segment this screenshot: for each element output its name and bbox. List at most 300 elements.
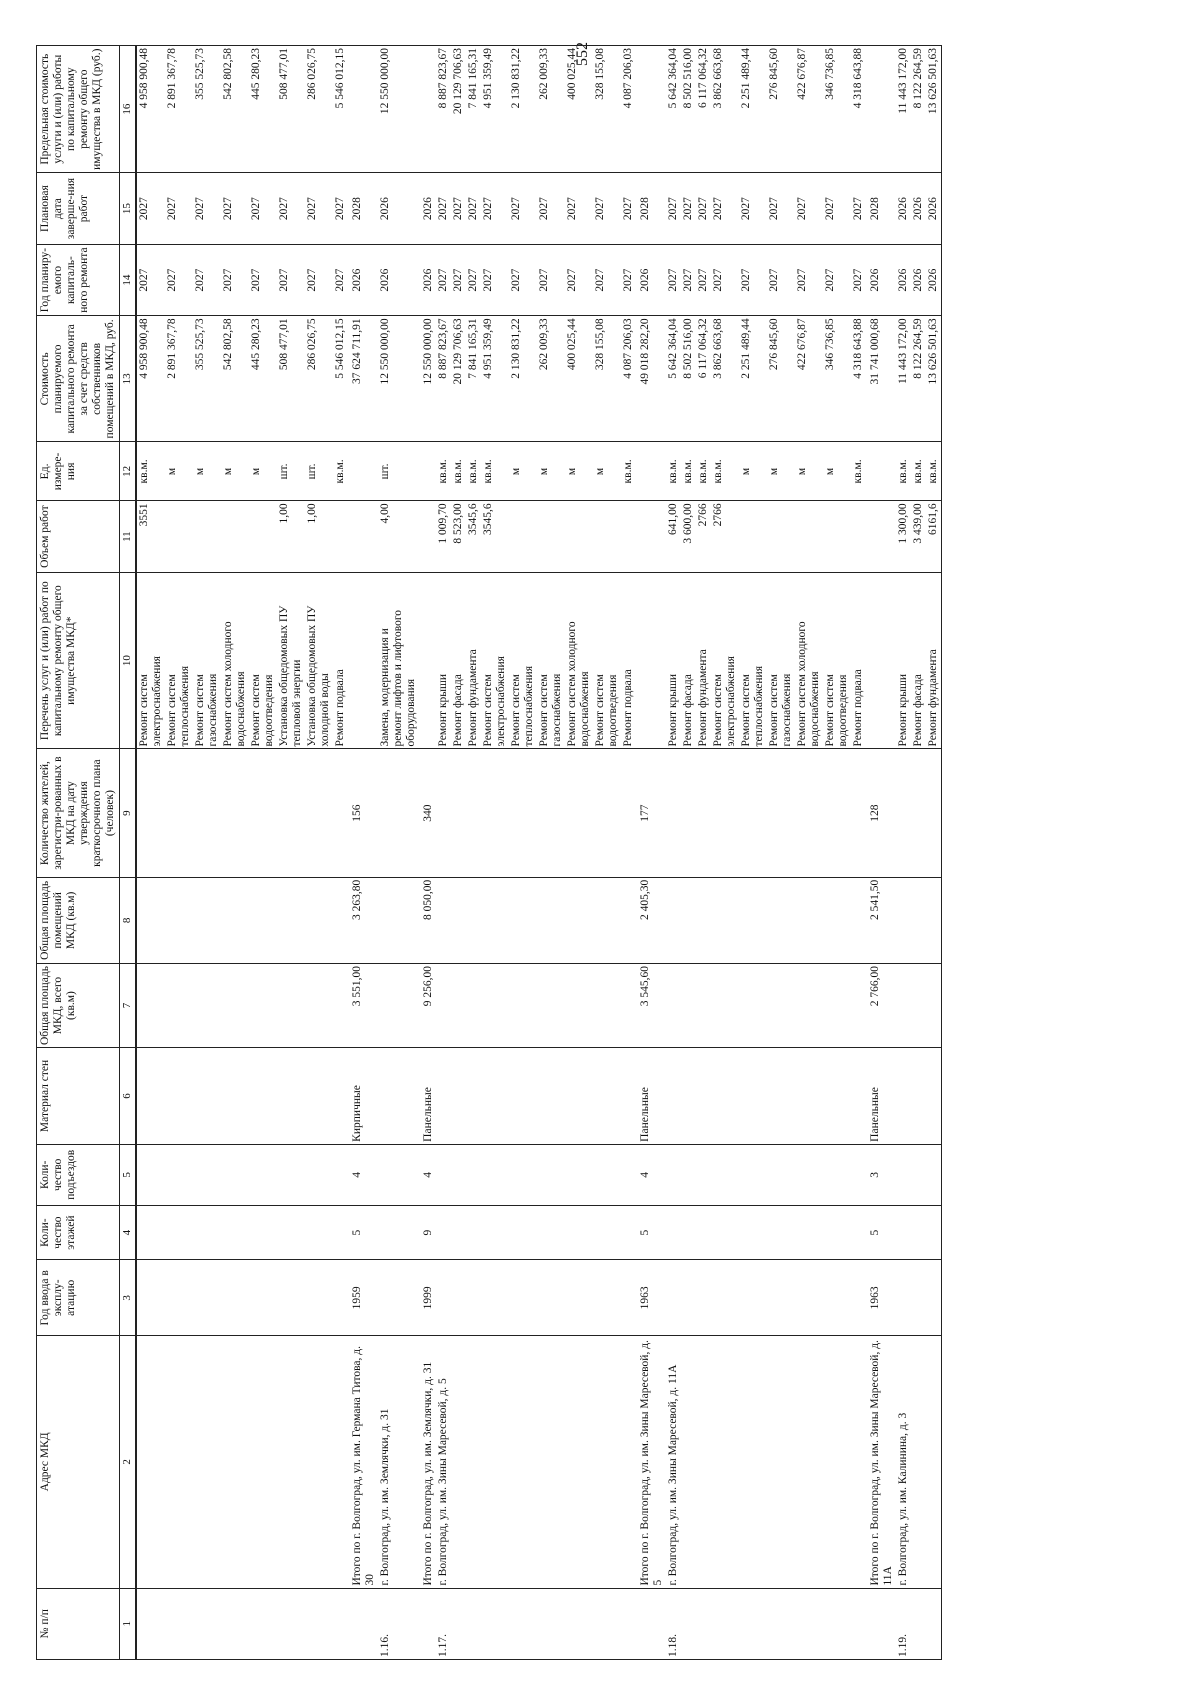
cell-unit: м: [593, 442, 621, 501]
table-row: [896, 46, 911, 1660]
cell-floors: 5: [636, 1205, 666, 1260]
cell-address: Итого по г. Волгоград, ул. им. Землячки, д. 31: [419, 1336, 436, 1588]
cell-total-area: [896, 963, 911, 1047]
cell-repair-year: 2027: [696, 244, 711, 315]
cell-wall-material: [739, 1048, 767, 1145]
table-row: [911, 46, 926, 1660]
cell-year-built: [739, 1260, 767, 1336]
cell-address: [795, 1336, 823, 1588]
cell-entrances: [767, 1144, 795, 1205]
cell-entrances: [277, 1144, 305, 1205]
header-cell: Год планиру-емого капиталь-ного ремонта: [37, 244, 120, 315]
table-row: [636, 46, 666, 1660]
cell-year-built: [466, 1260, 481, 1336]
cell-entrances: 4: [348, 1144, 378, 1205]
cell-completion-year: 2027: [593, 173, 621, 244]
cell-entrances: [795, 1144, 823, 1205]
cell-unit: [348, 442, 378, 501]
cell-total-area: 3 551,00: [348, 963, 378, 1047]
cell-floors: 5: [348, 1205, 378, 1260]
cell-residents: [926, 749, 942, 877]
cell-row-number: [221, 1588, 249, 1659]
cell-residents: [466, 749, 481, 877]
cell-address: [481, 1336, 509, 1588]
cell-year-built: [851, 1260, 866, 1336]
header-cell: Коли-чество этажей: [37, 1205, 120, 1260]
cell-cost: 542 802,58: [221, 316, 249, 442]
cell-entrances: [666, 1144, 681, 1205]
cell-work-type: Ремонт фасада: [911, 572, 926, 749]
cell-floors: [165, 1205, 193, 1260]
cell-row-number: 1.18.: [666, 1588, 681, 1659]
cell-cost: 2 891 367,78: [165, 316, 193, 442]
table-row: [926, 46, 942, 1660]
cell-residents: [221, 749, 249, 877]
cell-premises-area: [537, 877, 565, 963]
cell-row-number: [451, 1588, 466, 1659]
cell-completion-year: 2027: [681, 173, 696, 244]
cell-entrances: [451, 1144, 466, 1205]
cell-unit: кв.м.: [451, 442, 466, 501]
cell-premises-area: 8 050,00: [419, 877, 436, 963]
cell-total-area: [451, 963, 466, 1047]
cell-unit: м: [165, 442, 193, 501]
cell-cost: 12 550 000,00: [419, 316, 436, 442]
cell-row-number: [621, 1588, 636, 1659]
cell-work-type: Ремонт крыши: [896, 572, 911, 749]
cell-year-built: [767, 1260, 795, 1336]
cell-entrances: [466, 1144, 481, 1205]
cell-cost: 11 443 172,00: [896, 316, 911, 442]
cell-cost: 2 251 489,44: [739, 316, 767, 442]
cell-work-type: Ремонт фундамента: [696, 572, 711, 749]
cell-premises-area: [851, 877, 866, 963]
cell-floors: [739, 1205, 767, 1260]
cell-address: [221, 1336, 249, 1588]
cell-year-built: [378, 1260, 419, 1336]
cell-year-built: [537, 1260, 565, 1336]
cell-row-number: [466, 1588, 481, 1659]
cell-wall-material: [593, 1048, 621, 1145]
cell-cost: 5 546 012,15: [333, 316, 348, 442]
cell-completion-year: 2028: [636, 173, 666, 244]
cell-wall-material: [926, 1048, 942, 1145]
cell-work-volume: [333, 501, 348, 572]
cell-residents: [136, 749, 165, 877]
cell-total-area: [593, 963, 621, 1047]
cell-work-type: Ремонт крыши: [436, 572, 451, 749]
cell-premises-area: [621, 877, 636, 963]
cell-row-number: [348, 1588, 378, 1659]
cell-max-cost: 2 891 367,78: [165, 46, 193, 173]
cell-wall-material: [378, 1048, 419, 1145]
column-number: 3: [120, 1260, 137, 1336]
cell-wall-material: [249, 1048, 277, 1145]
cell-work-volume: 3 439,00: [911, 501, 926, 572]
cell-wall-material: [481, 1048, 509, 1145]
cell-cost: 346 736,85: [823, 316, 851, 442]
cell-repair-year: 2027: [565, 244, 593, 315]
cell-cost: 8 887 823,67: [436, 316, 451, 442]
cell-floors: [305, 1205, 333, 1260]
cell-residents: 128: [866, 749, 896, 877]
cell-address: [451, 1336, 466, 1588]
cell-unit: кв.м.: [666, 442, 681, 501]
cell-completion-year: 2026: [419, 173, 436, 244]
cell-year-built: [696, 1260, 711, 1336]
cell-work-type: Ремонт систем электроснабжения: [711, 572, 739, 749]
cell-wall-material: [436, 1048, 451, 1145]
cell-total-area: [767, 963, 795, 1047]
cell-max-cost: 262 009,33: [537, 46, 565, 173]
cell-entrances: [739, 1144, 767, 1205]
cell-repair-year: 2027: [249, 244, 277, 315]
cell-year-built: [221, 1260, 249, 1336]
cell-max-cost: 4 951 359,49: [481, 46, 509, 173]
cell-wall-material: [466, 1048, 481, 1145]
table-row: [565, 46, 593, 1660]
cell-address: [823, 1336, 851, 1588]
column-number: 16: [120, 46, 137, 173]
cell-residents: [767, 749, 795, 877]
cell-year-built: [621, 1260, 636, 1336]
cell-cost: 422 676,87: [795, 316, 823, 442]
cell-work-volume: [593, 501, 621, 572]
cell-year-built: [593, 1260, 621, 1336]
cell-completion-year: 2027: [136, 173, 165, 244]
cell-repair-year: 2027: [136, 244, 165, 315]
cell-premises-area: 2 405,30: [636, 877, 666, 963]
cell-wall-material: [896, 1048, 911, 1145]
column-number: 5: [120, 1144, 137, 1205]
cell-work-volume: 2766: [696, 501, 711, 572]
cell-max-cost: 8 887 823,67: [436, 46, 451, 173]
cell-work-type: Ремонт фундамента: [926, 572, 942, 749]
cell-wall-material: [565, 1048, 593, 1145]
cell-residents: [896, 749, 911, 877]
header-cell: Предельная стоимость услуги и (или) работы по капитальному ремонту общего имущества в МКД (руб.): [37, 46, 120, 173]
cell-total-area: [378, 963, 419, 1047]
cell-unit: м: [537, 442, 565, 501]
cell-residents: 177: [636, 749, 666, 877]
cell-work-type: Ремонт систем холодного водоснабжения: [795, 572, 823, 749]
cell-unit: кв.м.: [911, 442, 926, 501]
cell-entrances: 3: [866, 1144, 896, 1205]
cell-address: [565, 1336, 593, 1588]
cell-address: Итого по г. Волгоград, ул. им. Германа Титова, д. 30: [348, 1336, 378, 1588]
cell-entrances: [136, 1144, 165, 1205]
cell-completion-year: 2027: [221, 173, 249, 244]
cell-work-type: Установка общедомовых ПУ холодной воды: [305, 572, 333, 749]
header-cell: № п/п: [37, 1588, 120, 1659]
cell-max-cost: 445 280,23: [249, 46, 277, 173]
cell-wall-material: Панельные: [866, 1048, 896, 1145]
table-row: [333, 46, 348, 1660]
cell-row-number: [911, 1588, 926, 1659]
header-cell: Год ввода в эксплу-атацию: [37, 1260, 120, 1336]
cell-row-number: 1.19.: [896, 1588, 911, 1659]
cell-max-cost: 4 958 900,48: [136, 46, 165, 173]
cell-wall-material: [767, 1048, 795, 1145]
cell-work-type: Ремонт фасада: [451, 572, 466, 749]
table-row: [823, 46, 851, 1660]
cell-cost: 3 862 663,68: [711, 316, 739, 442]
cell-max-cost: 8 502 516,00: [681, 46, 696, 173]
cell-floors: [333, 1205, 348, 1260]
cell-work-type: Ремонт систем электроснабжения: [136, 572, 165, 749]
cell-total-area: [277, 963, 305, 1047]
cell-unit: кв.м.: [711, 442, 739, 501]
cell-work-type: Ремонт систем водоотведения: [823, 572, 851, 749]
cell-unit: кв.м.: [621, 442, 636, 501]
cell-completion-year: 2027: [165, 173, 193, 244]
cell-residents: [165, 749, 193, 877]
cell-repair-year: 2026: [348, 244, 378, 315]
cell-repair-year: 2027: [851, 244, 866, 315]
cell-floors: [851, 1205, 866, 1260]
cell-work-type: [419, 572, 436, 749]
cell-wall-material: [451, 1048, 466, 1145]
cell-work-volume: 1 009,70: [436, 501, 451, 572]
cell-work-volume: [823, 501, 851, 572]
cell-wall-material: [711, 1048, 739, 1145]
cell-residents: 156: [348, 749, 378, 877]
cell-floors: [466, 1205, 481, 1260]
cell-completion-year: 2027: [333, 173, 348, 244]
cell-address: г. Волгоград, ул. им. Калинина, д. 3: [896, 1336, 911, 1588]
cell-completion-year: 2027: [537, 173, 565, 244]
cell-cost: 31 741 000,68: [866, 316, 896, 442]
cell-entrances: [221, 1144, 249, 1205]
cell-row-number: [277, 1588, 305, 1659]
cell-cost: 7 841 165,31: [466, 316, 481, 442]
cell-work-volume: 4,00: [378, 501, 419, 572]
table-row: [866, 46, 896, 1660]
cell-completion-year: 2027: [466, 173, 481, 244]
cell-work-volume: 1,00: [305, 501, 333, 572]
cell-unit: кв.м.: [926, 442, 942, 501]
page-number: 552: [574, 42, 591, 66]
table-row: [537, 46, 565, 1660]
cell-completion-year: 2027: [711, 173, 739, 244]
cell-unit: м: [795, 442, 823, 501]
cell-floors: [621, 1205, 636, 1260]
cell-floors: [378, 1205, 419, 1260]
cell-completion-year: 2028: [866, 173, 896, 244]
cell-address: [136, 1336, 165, 1588]
cell-wall-material: Кирпичные: [348, 1048, 378, 1145]
cell-address: [681, 1336, 696, 1588]
cell-total-area: [136, 963, 165, 1047]
cell-premises-area: [795, 877, 823, 963]
cell-premises-area: [711, 877, 739, 963]
table-row: [481, 46, 509, 1660]
cell-premises-area: [451, 877, 466, 963]
cell-work-volume: [739, 501, 767, 572]
cell-year-built: [451, 1260, 466, 1336]
cell-premises-area: [165, 877, 193, 963]
cell-cost: 4 318 643,88: [851, 316, 866, 442]
cell-year-built: [277, 1260, 305, 1336]
cell-floors: [509, 1205, 537, 1260]
cell-year-built: 1963: [866, 1260, 896, 1336]
table-row: [739, 46, 767, 1660]
cell-work-volume: [221, 501, 249, 572]
cell-cost: 13 626 501,63: [926, 316, 942, 442]
cell-cost: 20 129 706,63: [451, 316, 466, 442]
table-row: [165, 46, 193, 1660]
cell-work-volume: [419, 501, 436, 572]
cell-unit: кв.м.: [136, 442, 165, 501]
cell-year-built: 1959: [348, 1260, 378, 1336]
table-row: [851, 46, 866, 1660]
cell-residents: [593, 749, 621, 877]
cell-total-area: [509, 963, 537, 1047]
column-number: 12: [120, 442, 137, 501]
column-number: 9: [120, 749, 137, 877]
cell-max-cost: 4 087 206,03: [621, 46, 636, 173]
cell-entrances: [851, 1144, 866, 1205]
column-number-row: [120, 46, 137, 1660]
cell-row-number: [739, 1588, 767, 1659]
cell-work-volume: [866, 501, 896, 572]
cell-work-type: [866, 572, 896, 749]
cell-completion-year: 2027: [851, 173, 866, 244]
cell-year-built: [823, 1260, 851, 1336]
cell-total-area: 2 766,00: [866, 963, 896, 1047]
cell-premises-area: 3 263,80: [348, 877, 378, 963]
cell-wall-material: [911, 1048, 926, 1145]
cell-floors: [136, 1205, 165, 1260]
cell-year-built: [165, 1260, 193, 1336]
cell-floors: [593, 1205, 621, 1260]
cell-completion-year: 2027: [305, 173, 333, 244]
cell-total-area: [851, 963, 866, 1047]
cell-entrances: [165, 1144, 193, 1205]
header-cell: Адрес МКД: [37, 1336, 120, 1588]
cell-completion-year: 2027: [739, 173, 767, 244]
cell-floors: [711, 1205, 739, 1260]
cell-row-number: [537, 1588, 565, 1659]
cell-work-type: Ремонт систем газоснабжения: [193, 572, 221, 749]
cell-address: [193, 1336, 221, 1588]
cell-repair-year: 2026: [419, 244, 436, 315]
cell-total-area: [466, 963, 481, 1047]
cell-max-cost: [866, 46, 896, 173]
cell-work-type: Ремонт крыши: [666, 572, 681, 749]
header-cell: Количество жителей, зарегистри-рованных в МКД на дату утверждения краткосрочного плана (человек): [37, 749, 120, 877]
cell-entrances: [305, 1144, 333, 1205]
cell-total-area: [621, 963, 636, 1047]
cell-entrances: [481, 1144, 509, 1205]
cell-work-volume: 3551: [136, 501, 165, 572]
cell-row-number: [249, 1588, 277, 1659]
cell-completion-year: 2026: [926, 173, 942, 244]
column-number: 1: [120, 1588, 137, 1659]
cell-entrances: [926, 1144, 942, 1205]
cell-premises-area: [739, 877, 767, 963]
cell-row-number: [795, 1588, 823, 1659]
cell-total-area: [221, 963, 249, 1047]
column-number: 8: [120, 877, 137, 963]
cell-total-area: [333, 963, 348, 1047]
cell-repair-year: 2027: [436, 244, 451, 315]
cell-floors: [481, 1205, 509, 1260]
cell-total-area: 3 545,60: [636, 963, 666, 1047]
cell-repair-year: 2027: [767, 244, 795, 315]
cell-cost: 49 018 282,20: [636, 316, 666, 442]
cell-work-type: Ремонт фундамента: [466, 572, 481, 749]
cell-total-area: [795, 963, 823, 1047]
cell-cost: 12 550 000,00: [378, 316, 419, 442]
table-row: [666, 46, 681, 1660]
cell-address: [621, 1336, 636, 1588]
table-row: [466, 46, 481, 1660]
cell-work-volume: [621, 501, 636, 572]
cell-residents: [537, 749, 565, 877]
repair-plan-table: [36, 45, 942, 1660]
cell-residents: [565, 749, 593, 877]
cell-entrances: [537, 1144, 565, 1205]
column-number: 2: [120, 1336, 137, 1588]
cell-unit: м: [565, 442, 593, 501]
cell-completion-year: 2027: [193, 173, 221, 244]
cell-max-cost: [348, 46, 378, 173]
cell-residents: [305, 749, 333, 877]
column-number: 6: [120, 1048, 137, 1145]
cell-total-area: [681, 963, 696, 1047]
cell-address: г. Волгоград, ул. им. Землячки, д. 31: [378, 1336, 419, 1588]
cell-row-number: [696, 1588, 711, 1659]
cell-wall-material: [333, 1048, 348, 1145]
cell-floors: [249, 1205, 277, 1260]
cell-total-area: [739, 963, 767, 1047]
cell-row-number: [305, 1588, 333, 1659]
cell-residents: [823, 749, 851, 877]
cell-total-area: [926, 963, 942, 1047]
cell-cost: 286 026,75: [305, 316, 333, 442]
cell-row-number: [851, 1588, 866, 1659]
cell-wall-material: [277, 1048, 305, 1145]
cell-floors: [436, 1205, 451, 1260]
cell-wall-material: Панельные: [636, 1048, 666, 1145]
cell-repair-year: 2027: [711, 244, 739, 315]
cell-residents: [277, 749, 305, 877]
cell-premises-area: [767, 877, 795, 963]
cell-cost: 445 280,23: [249, 316, 277, 442]
cell-repair-year: 2027: [509, 244, 537, 315]
cell-cost: 328 155,08: [593, 316, 621, 442]
cell-premises-area: [436, 877, 451, 963]
cell-residents: [739, 749, 767, 877]
cell-max-cost: 8 122 264,59: [911, 46, 926, 173]
table-row: [593, 46, 621, 1660]
cell-row-number: [681, 1588, 696, 1659]
table-row: [378, 46, 419, 1660]
table-row: [621, 46, 636, 1660]
cell-year-built: [795, 1260, 823, 1336]
cell-row-number: [636, 1588, 666, 1659]
cell-completion-year: 2026: [896, 173, 911, 244]
cell-floors: [565, 1205, 593, 1260]
cell-work-type: Ремонт систем холодного водоснабжения: [221, 572, 249, 749]
cell-work-volume: 6161,6: [926, 501, 942, 572]
cell-work-type: Ремонт систем водоотведения: [593, 572, 621, 749]
cell-max-cost: 328 155,08: [593, 46, 621, 173]
cell-repair-year: 2027: [481, 244, 509, 315]
cell-floors: 9: [419, 1205, 436, 1260]
cell-residents: [711, 749, 739, 877]
